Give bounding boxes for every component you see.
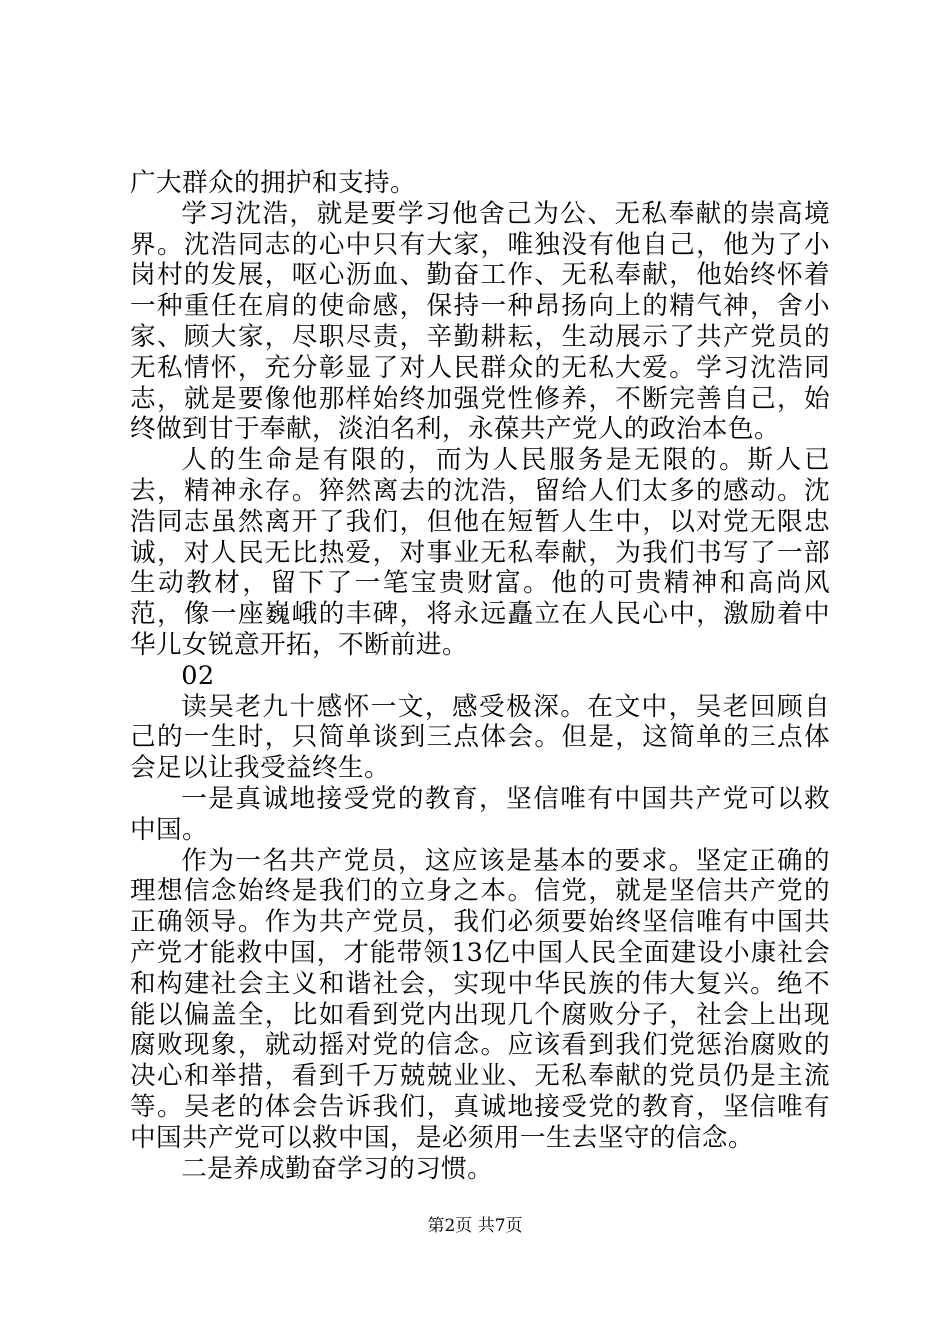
paragraph: 二是养成勤奋学习的习惯。: [181, 1153, 494, 1184]
paragraph: 学习沈浩，就是要学习他舍己为公、无私奉献的崇高境界。沈浩同志的心中只有大家，唯独没有他自己，他为了小岗村的发展，呕心沥血、勤奋工作、无私奉献，他始终怀着一种重任在肩的使命感，保持一种昂扬向上的精气神，舍小家、顾大家，尽职尽责，辛勤耕耘，生动展示了共产党员的无私情怀，充分彰显了对人民群众的无私大爱。学习沈浩同志，就是要像他那样始终加强党性修养，不断完善自己，始终做到甘于奉献，淡泊名利，永葆共产党人的政治本色。: [130, 198, 830, 445]
paragraph: 一是真诚地接受党的教育，坚信唯有中国共产党可以救中国。: [130, 783, 830, 845]
paragraph: 广大群众的拥护和支持。: [130, 168, 416, 198]
paragraph: 作为一名共产党员，这应该是基本的要求。坚定正确的理想信念始终是我们的立身之本。信党，就是坚信共产党的正确领导。作为共产党员，我们必须要始终坚信唯有中国共产党才能救中国，才能带领13亿中国人民全面建设小康社会和构建社会主义和谐社会，实现中华民族的伟大复兴。绝不能以偏盖全，比如看到党内出现几个腐败分子，社会上出现腐败现象，就动摇对党的信念。应该看到我们党惩治腐败的决心和举措，看到千万兢兢业业、无私奉献的党员仍是主流等。吴老的体会告诉我们，真诚地接受党的教育，坚信唯有中国共产党可以救中国，是必须用一生去坚守的信念。: [130, 845, 830, 1153]
paragraph: 读吴老九十感怀一文，感受极深。在文中，吴老回顾自己的一生时，只简单谈到三点体会。但是，这简单的三点体会足以让我受益终生。: [130, 691, 830, 784]
page-footer: 第2页 共7页: [427, 1216, 523, 1236]
paragraph: 人的生命是有限的，而为人民服务是无限的。斯人已去，精神永存。猝然离去的沈浩，留给人们太多的感动。沈浩同志虽然离开了我们，但他在短暂人生中，以对党无限忠诚，对人民无比热爱，对事业无私奉献，为我们书写了一部生动教材，留下了一笔宝贵财富。他的可贵精神和高尚风范，像一座巍峨的丰碑，将永远矗立在人民心中，激励着中华儿女锐意开拓，不断前进。: [130, 445, 830, 660]
document-body: [130, 168, 830, 1184]
section-number: 02: [181, 660, 215, 691]
